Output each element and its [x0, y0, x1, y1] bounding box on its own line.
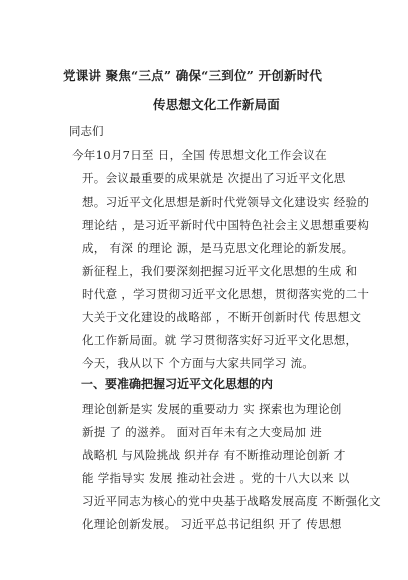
- section-heading: 一、要准确把握习近平文化思想的内: [81, 377, 274, 391]
- document-title-line-2: 传思想文化工作新局面: [153, 97, 281, 112]
- paragraph-line: 战略机 与风险挑战 织并存 有不断推动理论创新 才: [82, 448, 346, 462]
- paragraph-line: 化理论创新发展。 习近平总书记组织 开了 传思想: [82, 517, 342, 531]
- paragraph-line: 大关于文化建设的战略部 ，不断开创新时代 传思想文: [82, 310, 362, 324]
- paragraph-line: 理论创新是实 发展的重要动力 实 探索也为理论创: [82, 402, 342, 416]
- paragraph-line: 新征程上，我们要深刻把握习近平文化思想的生成 和: [82, 264, 358, 278]
- document-title-line-1: 党课讲 聚焦“三点” 确保“三到位” 开创新时代: [63, 68, 323, 83]
- paragraph-line: 想。习近平文化思想是新时代党领导文化建设实 经验的: [82, 195, 370, 209]
- paragraph-line: 时代意 ，学习贯彻习近平文化思想，贯彻落实党的二十: [82, 287, 370, 301]
- paragraph-line: 成， 有深 的理论 源，是马克思文化理论的新发展。: [82, 241, 354, 255]
- paragraph-line: 开。会议最重要的成果就是 次提出了习近平文化思: [82, 171, 346, 185]
- paragraph-line: 新提 了 的滋养。 面对百年未有之大变局加 进: [82, 425, 323, 439]
- paragraph-line: 习近平同志为核心的党中央基于战略发展高度 不断强化文: [82, 494, 381, 508]
- paragraph-line: 化工作新局面。就 学习贯彻落实好习近平文化思想，: [82, 333, 358, 347]
- paragraph-line: 理论结 ，是习近平新时代中国特色社会主义思想重要构: [82, 218, 370, 232]
- salutation: 同志们: [69, 124, 104, 138]
- paragraph-line: 能 学指导实 发展 推动社会进 。党的十八大以来 以: [82, 471, 350, 485]
- paragraph-line: 今天，我从以下 个方面与大家共同学习 流。: [82, 356, 315, 370]
- paragraph-line: 今年10月7日至 日，全国 传思想文化工作会议在: [72, 148, 327, 162]
